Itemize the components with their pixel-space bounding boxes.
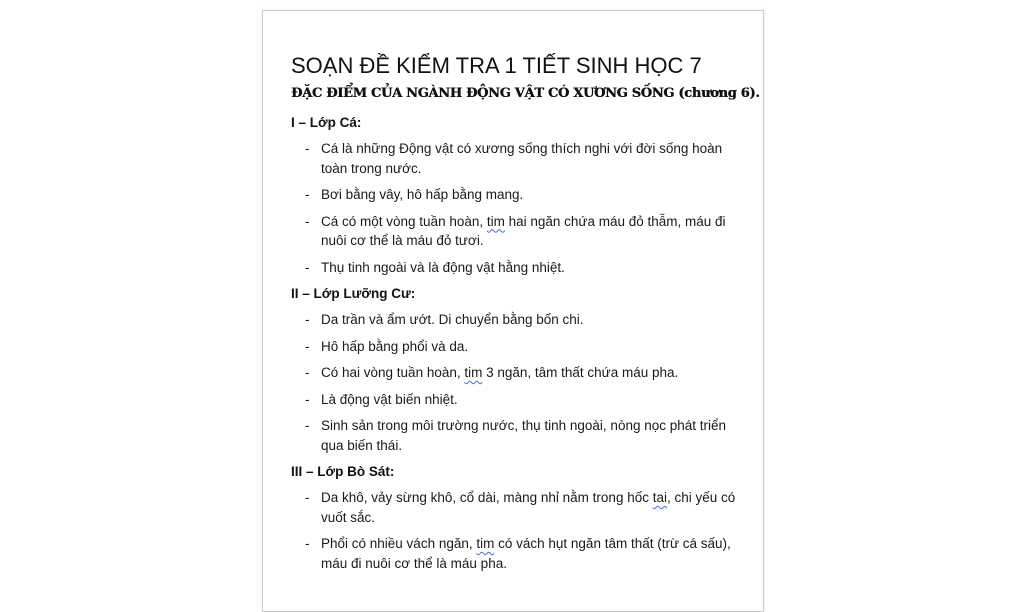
list-item[interactable] [291,534,741,573]
list-item[interactable]: - Thụ tinh ngoài và là động vật hằng nhiệt. [291,258,741,278]
section-heading[interactable]: I – Lớp Cá: [291,115,362,130]
list-item-text: Cá có một vòng tuần hoàn, [321,213,487,229]
list-item-text: , chi yếu có vuốt sắc. [321,490,736,525]
list-item[interactable] [291,488,741,527]
list-item-text: Phổi có nhiều vách ngăn, [321,536,477,551]
bullet-list [291,310,741,455]
document-title[interactable]: SOẠN ĐỀ KIỂM TRA 1 TIẾT SINH HỌC 7 [291,53,702,78]
list-item[interactable]: - Hô hấp bằng phổi và da. [291,337,741,357]
document-subtitle[interactable]: ĐẶC ĐIỂM CỦA NGÀNH ĐỘNG VẬT CÓ XƯƠNG SỐNG (chương 6). [291,86,760,101]
list-item[interactable]: - Da trần và ẩm ướt. Di chuyển bằng bốn chi. [291,310,741,330]
section-heading[interactable]: II – Lớp Lưỡng Cư: [291,286,416,301]
list-item-text: có vách hụt ngăn tâm thất (trừ cá sấu), máu đi nuôi cơ thể là máu pha. [321,536,731,571]
list-item-text: Da khô, vảy sừng khô, cổ dài, màng nhỉ nằm trong hốc [321,490,653,505]
section-lop-bo-sat [291,462,741,573]
bullet-list [291,488,741,573]
list-item-text: hai ngăn chứa máu đỏ thẫm, máu đi nuôi cơ thể là máu đỏ tươi. [321,213,726,248]
section-lop-ca [291,113,741,277]
spellcheck-flagged-word[interactable]: tim [476,536,495,551]
section-lop-luong-cu [291,284,741,455]
list-item-text: 3 ngăn, tâm thất chứa máu pha. [482,365,679,380]
section-heading[interactable]: III – Lớp Bò Sát: [291,464,395,479]
list-item-text: Có hai vòng tuần hoàn, [321,365,465,380]
list-item[interactable]: - Sinh sản trong môi trường nước, thụ tinh ngoài, nòng nọc phát triển qua biến thái. [291,416,741,455]
list-item[interactable] [291,363,741,383]
spellcheck-flagged-word[interactable]: tai [652,490,667,505]
document-page[interactable] [262,10,764,612]
bullet-list [291,139,741,277]
spellcheck-flagged-word[interactable]: tim [486,213,505,229]
spellcheck-flagged-word[interactable]: tim [464,365,483,380]
list-item[interactable]: - Là động vật biến nhiệt. [291,390,741,410]
list-item[interactable]: - Bơi bằng vây, hô hấp bằng mang. [291,185,741,205]
list-item[interactable]: - Cá là những Động vật có xương sống thích nghi với đời sống hoàn toàn trong nước. [291,139,741,178]
document-content [291,49,760,580]
list-item[interactable] [291,212,741,251]
